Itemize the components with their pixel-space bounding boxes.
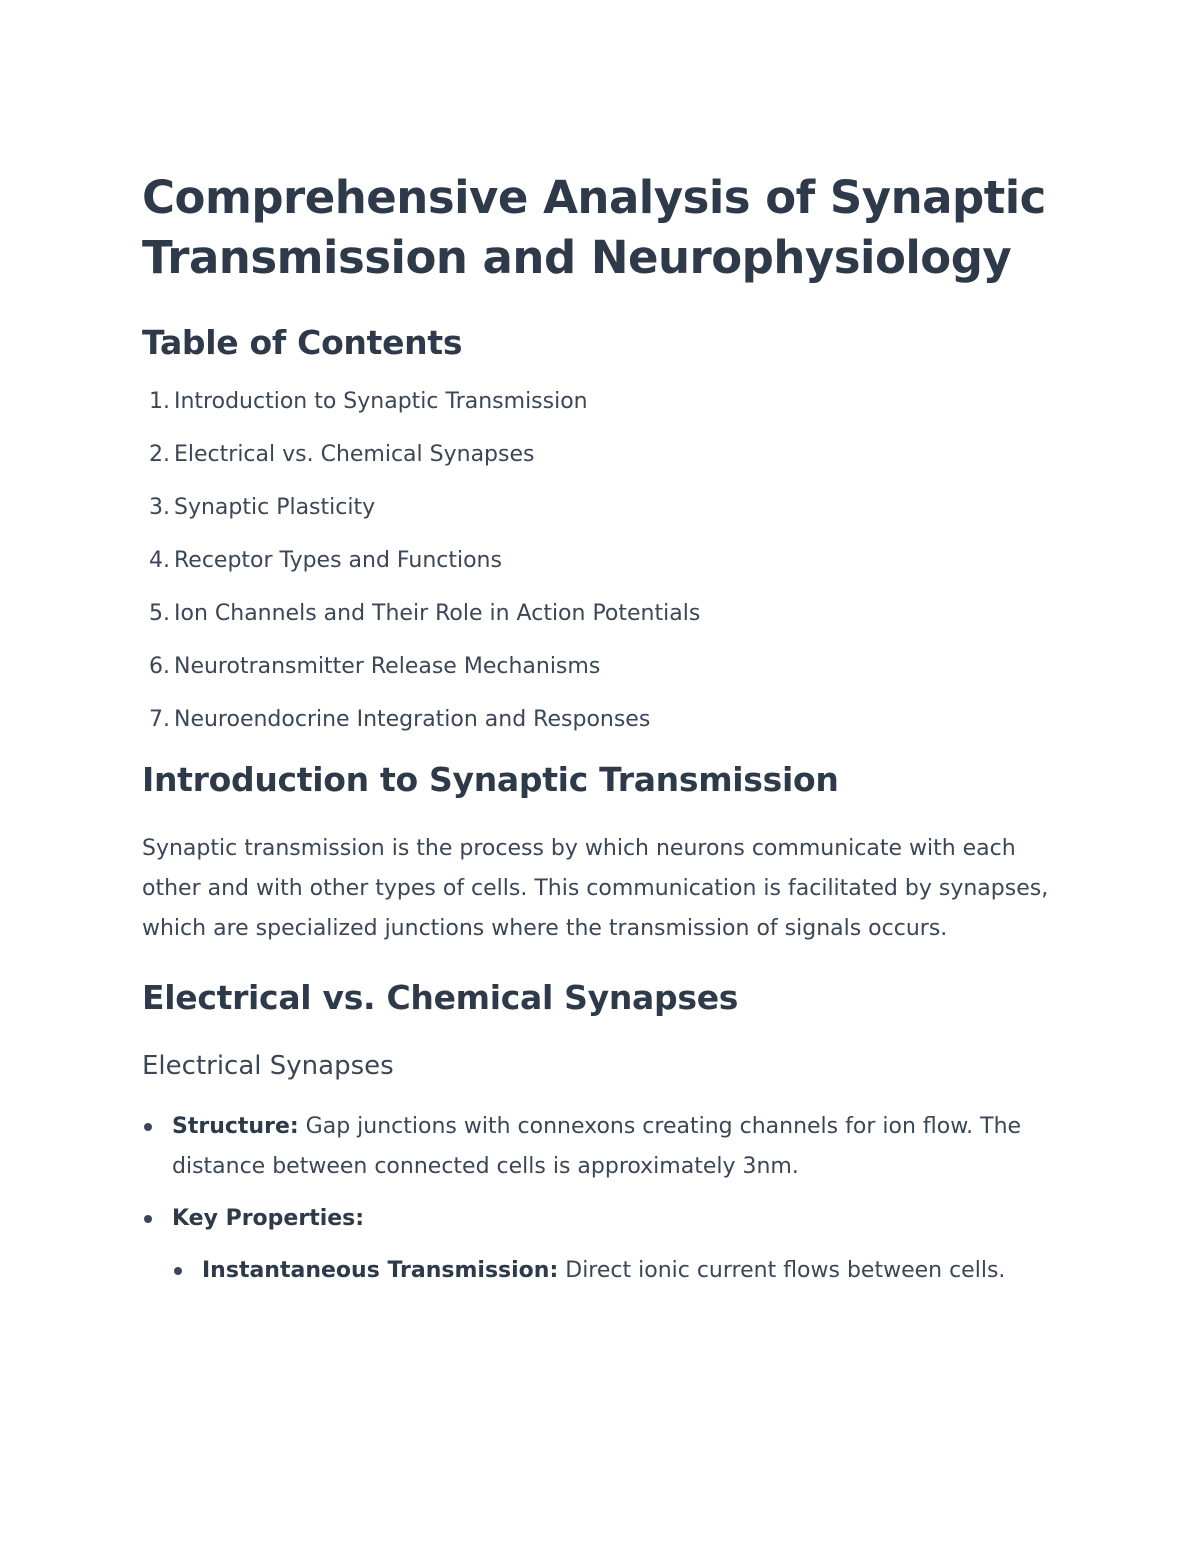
list-item-instantaneous <box>172 1251 1072 1291</box>
section-heading-introduction: Introduction to Synaptic Transmission <box>142 760 839 799</box>
table-of-contents <box>142 388 1072 734</box>
toc-item[interactable] <box>142 653 1072 681</box>
document-title: Comprehensive Analysis of Synaptic Transmission and Neurophysiology <box>142 171 1046 284</box>
toc-item-number: 7. <box>149 707 170 732</box>
toc-item-label: Ion Channels and Their Role in Action Potentials <box>174 601 701 626</box>
toc-item[interactable] <box>142 600 1072 628</box>
section-heading-synapses: Electrical vs. Chemical Synapses <box>142 978 739 1017</box>
toc-item-label: Synaptic Plasticity <box>174 495 376 520</box>
key-properties-label: Key Properties: <box>172 1206 365 1231</box>
toc-item-number: 4. <box>149 548 170 573</box>
toc-item-label: Neurotransmitter Release Mechanisms <box>174 654 601 679</box>
instantaneous-text: Direct ionic current flows between cells. <box>558 1258 1006 1283</box>
toc-item-number: 6. <box>149 654 170 679</box>
bullet-icon <box>144 1215 152 1223</box>
toc-item-label: Neuroendocrine Integration and Responses <box>174 707 651 732</box>
toc-item-label: Introduction to Synaptic Transmission <box>174 389 588 414</box>
toc-item-label: Receptor Types and Functions <box>174 548 502 573</box>
structure-label: Structure: <box>172 1114 299 1139</box>
instantaneous-label: Instantaneous Transmission: <box>202 1258 559 1283</box>
introduction-paragraph: Synaptic transmission is the process by which neurons communicate with each other and with other types of cells. This communication is facilitated by synapses, which are specialized junctions where the transmission of signals occurs. <box>142 836 1049 941</box>
toc-item[interactable] <box>142 494 1072 522</box>
toc-item[interactable] <box>142 706 1072 734</box>
toc-item-number: 3. <box>149 495 170 520</box>
toc-item-number: 2. <box>149 442 170 467</box>
toc-item[interactable] <box>142 388 1072 416</box>
toc-item-number: 1. <box>149 389 170 414</box>
toc-item[interactable] <box>142 547 1072 575</box>
bullet-icon <box>144 1123 152 1131</box>
bullet-icon <box>174 1267 182 1275</box>
toc-item-number: 5. <box>149 601 170 626</box>
toc-heading: Table of Contents <box>142 323 463 362</box>
list-item-structure <box>142 1107 1072 1187</box>
electrical-synapse-list <box>142 1107 1072 1291</box>
toc-item[interactable] <box>142 441 1072 469</box>
key-properties-list <box>172 1251 1072 1291</box>
list-item-key-properties <box>142 1199 1072 1291</box>
structure-text: Gap junctions with connexons creating channels for ion flow. The distance between connected cells is approximately 3nm. <box>172 1114 1022 1179</box>
subsection-heading-electrical: Electrical Synapses <box>142 1051 394 1081</box>
document-page <box>142 168 1072 1303</box>
toc-item-label: Electrical vs. Chemical Synapses <box>174 442 535 467</box>
